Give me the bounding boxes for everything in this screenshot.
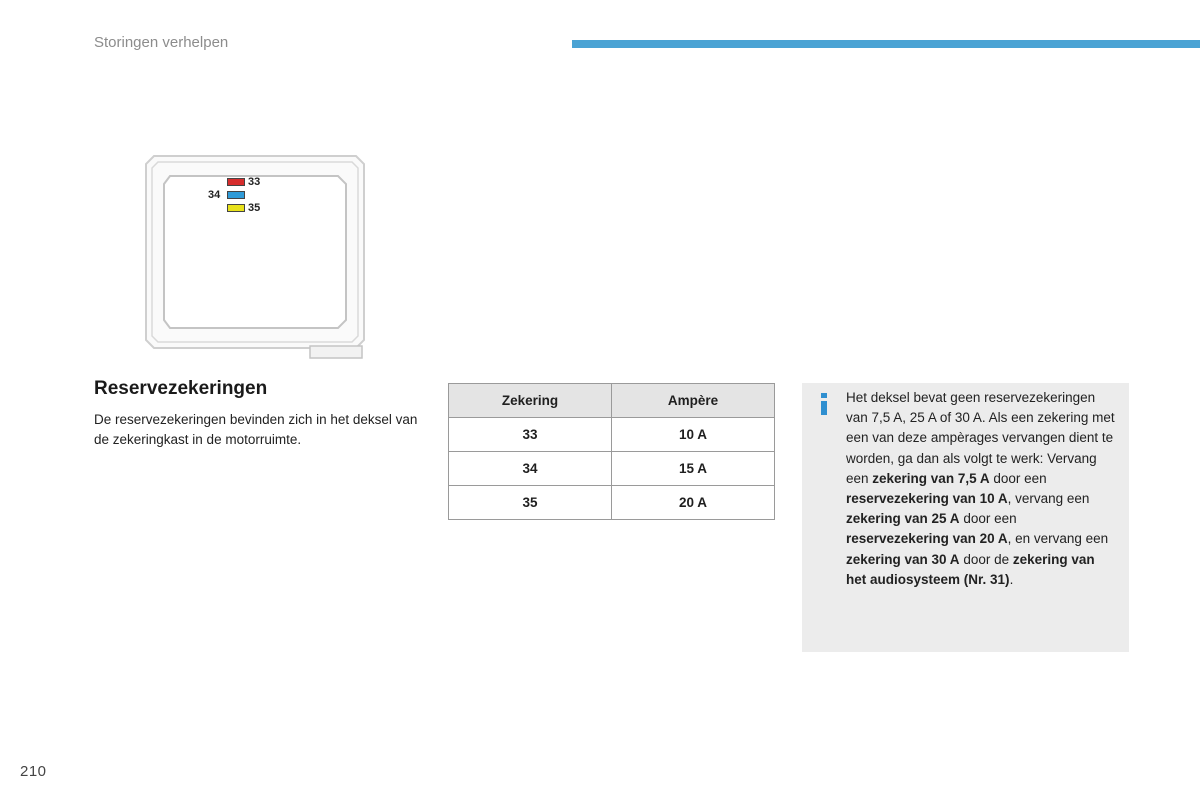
info-text-bold: reservezekering van 10 A — [846, 491, 1008, 507]
info-text-part: Het deksel bevat geen reservezekeringen van 7,5 A, 25 A of 30 A. Als een zekering met een van deze ampèrages vervangen dient te worden, ga dan als volgt te werk: Vervang een — [846, 390, 1115, 486]
fuse-label-33: 33 — [248, 176, 261, 188]
table-cell-ampere: 10 A — [612, 418, 775, 452]
table-cell-fuse: 33 — [449, 418, 612, 452]
table-row — [449, 418, 775, 452]
info-box — [802, 383, 1129, 652]
info-text-bold: zekering van 30 A — [846, 551, 960, 567]
info-text — [846, 388, 1118, 590]
info-text-bold: reservezekering van 20 A — [846, 531, 1008, 547]
body-paragraph: De reservezekeringen bevinden zich in het deksel van de zekeringkast in de motorruimte. — [94, 412, 418, 447]
info-text-part: . — [1009, 571, 1014, 587]
fuse-table — [448, 383, 775, 520]
fusebox-lid-diagram — [140, 152, 370, 364]
table-header-fuse: Zekering — [449, 384, 612, 418]
table-cell-ampere: 20 A — [612, 486, 775, 520]
info-text-part: , vervang een — [1007, 491, 1090, 507]
info-text-part: door een — [989, 470, 1047, 486]
table-cell-ampere: 15 A — [612, 452, 775, 486]
fuse-label-35: 35 — [248, 202, 261, 214]
table-row — [449, 486, 775, 520]
section-title: Storingen verhelpen — [94, 34, 229, 51]
info-text-part: , en vervang een — [1007, 531, 1109, 547]
table-row — [449, 452, 775, 486]
fuse-33 — [227, 178, 245, 186]
section-heading: Reservezekeringen — [94, 378, 268, 399]
table-cell-fuse: 34 — [449, 452, 612, 486]
header-accent-bar — [572, 40, 1200, 48]
info-text-bold: zekering van het audiosysteem (Nr. 31) — [846, 551, 1095, 587]
fuse-34 — [227, 191, 245, 199]
table-header-ampere: Ampère — [612, 384, 775, 418]
info-text-part: door de — [959, 551, 1013, 567]
info-text-part: door een — [959, 511, 1017, 527]
table-cell-fuse: 35 — [449, 486, 612, 520]
table-header-row — [449, 384, 775, 418]
page-number: 210 — [20, 763, 47, 780]
info-text-bold: zekering van 7,5 A — [872, 470, 990, 486]
info-text-bold: zekering van 25 A — [846, 511, 960, 527]
fuse-35 — [227, 204, 245, 212]
fuse-label-34: 34 — [208, 189, 221, 201]
info-icon — [818, 393, 830, 415]
